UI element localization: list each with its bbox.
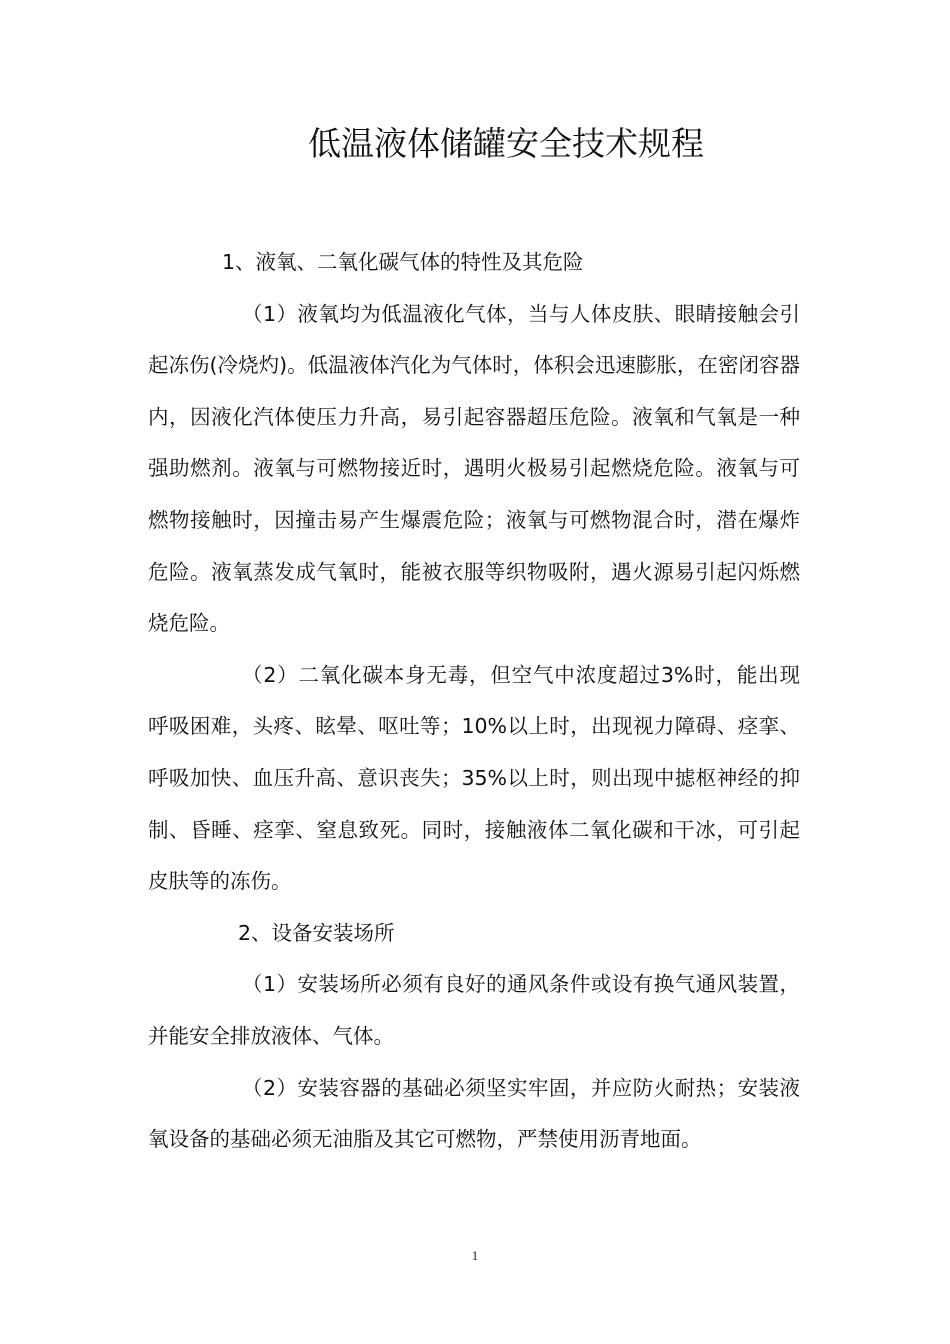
section-heading-2: 2、设备安装场所 [238, 920, 395, 945]
document-body [148, 237, 800, 1166]
section-2-paragraph-2: （2）安装容器的基础必须坚实牢固，并应防火耐热；安装液氧设备的基础必须无油脂及其它可燃物，严禁使用沥青地面。 [148, 1075, 800, 1152]
section-heading-1: 1、液氧、二氧化碳气体的特性及其危险 [222, 250, 584, 274]
section-1-paragraph-2: （2）二氧化碳本身无毒，但空气中浓度超过3%时，能出现呼吸困难，头疼、眩晕、呕吐等；10%以上时，出现视力障碍、痉挛、呼吸加快、血压升高、意识丧失；35%以上时，则出现中摅枢神经的抑制、昏睡、痉挛、窒息致死。同时，接触液体二氧化碳和干冰，可引起皮肤等的冻伤。 [148, 662, 800, 894]
document-title: 低温液体储罐安全技术规程 [308, 124, 704, 163]
section-1-paragraph-1: （1）液氧均为低温液化气体，当与人体皮肤、眼睛接触会引起冻伤(冷烧灼)。低温液体汽化为气体时，体积会迅速膨胀，在密闭容器内，因液化汽体使压力升高，易引起容器超压危险。液氧和气氧是一种强助燃剂。液氧与可燃物接近时，遇明火极易引起燃烧危险。液氧与可燃物接触时，因撞击易产生爆震危险；液氧与可燃物混合时，潜在爆炸危险。液氧蒸发成气氧时，能被衣服等织物吸附，遇火源易引起闪烁燃烧危险。 [148, 301, 800, 636]
page-number: 1 [471, 1248, 479, 1263]
section-2-paragraph-1: （1）安装场所必须有良好的通风条件或设有换气通风装置，并能安全排放液体、气体。 [148, 972, 800, 1048]
